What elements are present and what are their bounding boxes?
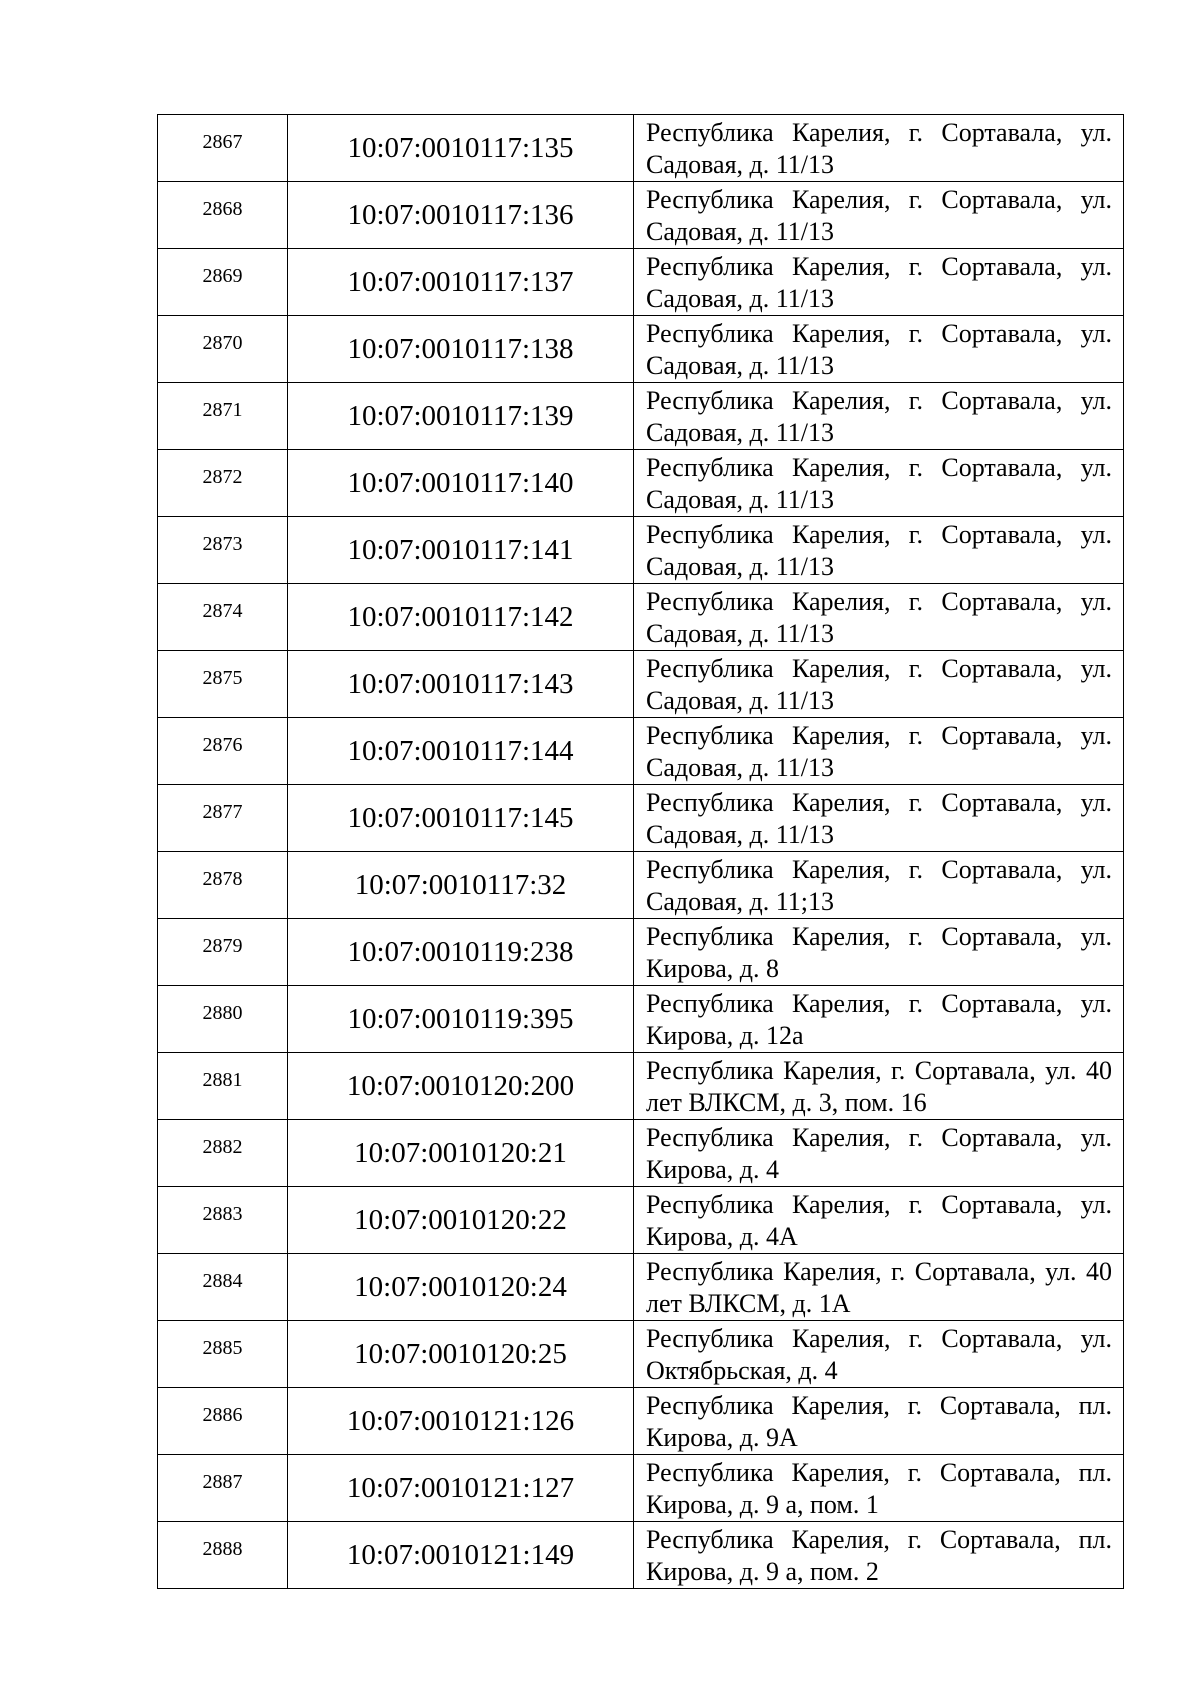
row-number-cell — [158, 1120, 288, 1187]
table-row — [158, 718, 1124, 785]
table-row — [158, 1187, 1124, 1254]
property-table — [157, 114, 1124, 1589]
table-body — [158, 115, 1124, 1589]
address: Республика Карелия, г. Сортавала, пл. Кирова, д. 9А — [646, 1391, 1112, 1452]
table-row — [158, 182, 1124, 249]
table-row — [158, 852, 1124, 919]
table-row — [158, 450, 1124, 517]
table-row — [158, 1455, 1124, 1522]
cadastral-number: 10:07:0010120:24 — [354, 1270, 567, 1303]
row-number: 2886 — [202, 1404, 243, 1426]
address: Республика Карелия, г. Сортавала, ул. Садовая, д. 11;13 — [646, 855, 1112, 916]
cadastral-number: 10:07:0010117:138 — [347, 332, 574, 365]
address: Республика Карелия, г. Сортавала, ул. Садовая, д. 11/13 — [646, 520, 1112, 581]
cadastral-number-cell — [288, 1053, 634, 1120]
row-number-cell — [158, 450, 288, 517]
cadastral-number-cell — [288, 517, 634, 584]
row-number-cell — [158, 249, 288, 316]
cadastral-number-cell — [288, 115, 634, 182]
row-number-cell — [158, 1053, 288, 1120]
table-row — [158, 115, 1124, 182]
row-number: 2881 — [202, 1069, 243, 1091]
row-number: 2880 — [202, 1002, 243, 1024]
cadastral-number-cell — [288, 383, 634, 450]
address-cell — [634, 1455, 1124, 1522]
cadastral-number-cell — [288, 1120, 634, 1187]
address-cell — [634, 182, 1124, 249]
address-cell — [634, 986, 1124, 1053]
cadastral-number: 10:07:0010120:22 — [354, 1203, 567, 1236]
row-number-cell — [158, 919, 288, 986]
address: Республика Карелия, г. Сортавала, ул. Кирова, д. 4А — [646, 1190, 1112, 1251]
address: Республика Карелия, г. Сортавала, ул. Садовая, д. 11/13 — [646, 386, 1112, 447]
row-number: 2867 — [202, 131, 243, 153]
address: Республика Карелия, г. Сортавала, ул. Садовая, д. 11/13 — [646, 252, 1112, 313]
table-row — [158, 919, 1124, 986]
address-cell — [634, 1321, 1124, 1388]
address-cell — [634, 517, 1124, 584]
cadastral-number-cell — [288, 1254, 634, 1321]
row-number-cell — [158, 1388, 288, 1455]
row-number: 2884 — [202, 1270, 243, 1292]
address: Республика Карелия, г. Сортавала, ул. Садовая, д. 11/13 — [646, 721, 1112, 782]
cadastral-number-cell — [288, 1187, 634, 1254]
row-number: 2875 — [202, 667, 243, 689]
cadastral-number-cell — [288, 1522, 634, 1589]
row-number-cell — [158, 718, 288, 785]
row-number: 2873 — [202, 533, 243, 555]
address: Республика Карелия, г. Сортавала, ул. 40 лет ВЛКСМ, д. 1А — [646, 1257, 1112, 1318]
cadastral-number: 10:07:0010117:142 — [347, 600, 574, 633]
address: Республика Карелия, г. Сортавала, ул. Садовая, д. 11/13 — [646, 185, 1112, 246]
cadastral-number: 10:07:0010117:141 — [347, 533, 574, 566]
cadastral-number: 10:07:0010117:32 — [354, 868, 567, 901]
cadastral-number: 10:07:0010117:144 — [347, 734, 574, 767]
address: Республика Карелия, г. Сортавала, ул. Садовая, д. 11/13 — [646, 587, 1112, 648]
cadastral-number-cell — [288, 651, 634, 718]
address-cell — [634, 450, 1124, 517]
cadastral-number-cell — [288, 1321, 634, 1388]
address-cell — [634, 1388, 1124, 1455]
address: Республика Карелия, г. Сортавала, пл. Кирова, д. 9 а, пом. 2 — [646, 1525, 1112, 1586]
address-cell — [634, 718, 1124, 785]
address-cell — [634, 1254, 1124, 1321]
cadastral-number-cell — [288, 919, 634, 986]
cadastral-number-cell — [288, 584, 634, 651]
row-number-cell — [158, 517, 288, 584]
cadastral-number: 10:07:0010117:135 — [347, 131, 574, 164]
table-row — [158, 584, 1124, 651]
row-number: 2878 — [202, 868, 243, 890]
address-cell — [634, 785, 1124, 852]
address-cell — [634, 651, 1124, 718]
address-cell — [634, 115, 1124, 182]
address-cell — [634, 316, 1124, 383]
table-row — [158, 986, 1124, 1053]
address: Республика Карелия, г. Сортавала, пл. Кирова, д. 9 а, пом. 1 — [646, 1458, 1112, 1519]
cadastral-number: 10:07:0010120:25 — [354, 1337, 567, 1370]
cadastral-number-cell — [288, 718, 634, 785]
cadastral-number-cell — [288, 1455, 634, 1522]
row-number-cell — [158, 584, 288, 651]
row-number: 2869 — [202, 265, 243, 287]
cadastral-number-cell — [288, 182, 634, 249]
cadastral-number: 10:07:0010117:139 — [347, 399, 574, 432]
row-number: 2883 — [202, 1203, 243, 1225]
row-number: 2879 — [202, 935, 243, 957]
cadastral-number: 10:07:0010120:21 — [354, 1136, 567, 1169]
row-number-cell — [158, 182, 288, 249]
cadastral-number-cell — [288, 785, 634, 852]
address-cell — [634, 1053, 1124, 1120]
cadastral-number: 10:07:0010117:136 — [347, 198, 574, 231]
row-number-cell — [158, 115, 288, 182]
address-cell — [634, 584, 1124, 651]
cadastral-number: 10:07:0010120:200 — [346, 1069, 575, 1102]
address-cell — [634, 1187, 1124, 1254]
row-number: 2888 — [202, 1538, 243, 1560]
address: Республика Карелия, г. Сортавала, ул. Кирова, д. 12а — [646, 989, 1112, 1050]
row-number-cell — [158, 316, 288, 383]
cadastral-number: 10:07:0010121:149 — [346, 1538, 575, 1571]
row-number-cell — [158, 986, 288, 1053]
row-number: 2882 — [202, 1136, 243, 1158]
cadastral-number: 10:07:0010117:137 — [347, 265, 574, 298]
cadastral-number: 10:07:0010119:395 — [347, 1002, 574, 1035]
row-number: 2887 — [202, 1471, 243, 1493]
cadastral-number-cell — [288, 986, 634, 1053]
cadastral-number-cell — [288, 852, 634, 919]
cadastral-number-cell — [288, 316, 634, 383]
table-row — [158, 1120, 1124, 1187]
address-cell — [634, 383, 1124, 450]
cadastral-number: 10:07:0010121:126 — [346, 1404, 575, 1437]
address-cell — [634, 1522, 1124, 1589]
address: Республика Карелия, г. Сортавала, ул. Кирова, д. 8 — [646, 922, 1112, 983]
row-number: 2871 — [202, 399, 243, 421]
row-number: 2870 — [202, 332, 243, 354]
address-cell — [634, 852, 1124, 919]
row-number-cell — [158, 1522, 288, 1589]
row-number-cell — [158, 1254, 288, 1321]
table-row — [158, 1053, 1124, 1120]
address: Республика Карелия, г. Сортавала, ул. Садовая, д. 11/13 — [646, 118, 1112, 179]
table-row — [158, 651, 1124, 718]
row-number: 2868 — [202, 198, 243, 220]
address: Республика Карелия, г. Сортавала, ул. Садовая, д. 11/13 — [646, 788, 1112, 849]
cadastral-number-cell — [288, 450, 634, 517]
address: Республика Карелия, г. Сортавала, ул. Садовая, д. 11/13 — [646, 654, 1112, 715]
cadastral-number: 10:07:0010117:145 — [347, 801, 574, 834]
cadastral-number: 10:07:0010119:238 — [347, 935, 574, 968]
cadastral-number-cell — [288, 249, 634, 316]
table-row — [158, 316, 1124, 383]
row-number: 2876 — [202, 734, 243, 756]
row-number: 2885 — [202, 1337, 243, 1359]
row-number-cell — [158, 785, 288, 852]
table-row — [158, 517, 1124, 584]
address-cell — [634, 249, 1124, 316]
row-number: 2872 — [202, 466, 243, 488]
table-row — [158, 785, 1124, 852]
address: Республика Карелия, г. Сортавала, ул. 40 лет ВЛКСМ, д. 3, пом. 16 — [646, 1056, 1112, 1117]
table-row — [158, 383, 1124, 450]
cadastral-number-cell — [288, 1388, 634, 1455]
cadastral-number: 10:07:0010117:143 — [347, 667, 574, 700]
address: Республика Карелия, г. Сортавала, ул. Садовая, д. 11/13 — [646, 319, 1112, 380]
table-row — [158, 1388, 1124, 1455]
address-cell — [634, 1120, 1124, 1187]
row-number-cell — [158, 852, 288, 919]
table-row — [158, 1522, 1124, 1589]
table-row — [158, 1254, 1124, 1321]
row-number-cell — [158, 1187, 288, 1254]
table-row — [158, 249, 1124, 316]
row-number: 2877 — [202, 801, 243, 823]
row-number-cell — [158, 651, 288, 718]
address-cell — [634, 919, 1124, 986]
row-number-cell — [158, 383, 288, 450]
table-row — [158, 1321, 1124, 1388]
address: Республика Карелия, г. Сортавала, ул. Кирова, д. 4 — [646, 1123, 1112, 1184]
cadastral-number: 10:07:0010121:127 — [346, 1471, 575, 1504]
address: Республика Карелия, г. Сортавала, ул. Садовая, д. 11/13 — [646, 453, 1112, 514]
row-number-cell — [158, 1321, 288, 1388]
row-number: 2874 — [202, 600, 243, 622]
address: Республика Карелия, г. Сортавала, ул. Октябрьская, д. 4 — [646, 1324, 1112, 1385]
row-number-cell — [158, 1455, 288, 1522]
cadastral-number: 10:07:0010117:140 — [347, 466, 574, 499]
